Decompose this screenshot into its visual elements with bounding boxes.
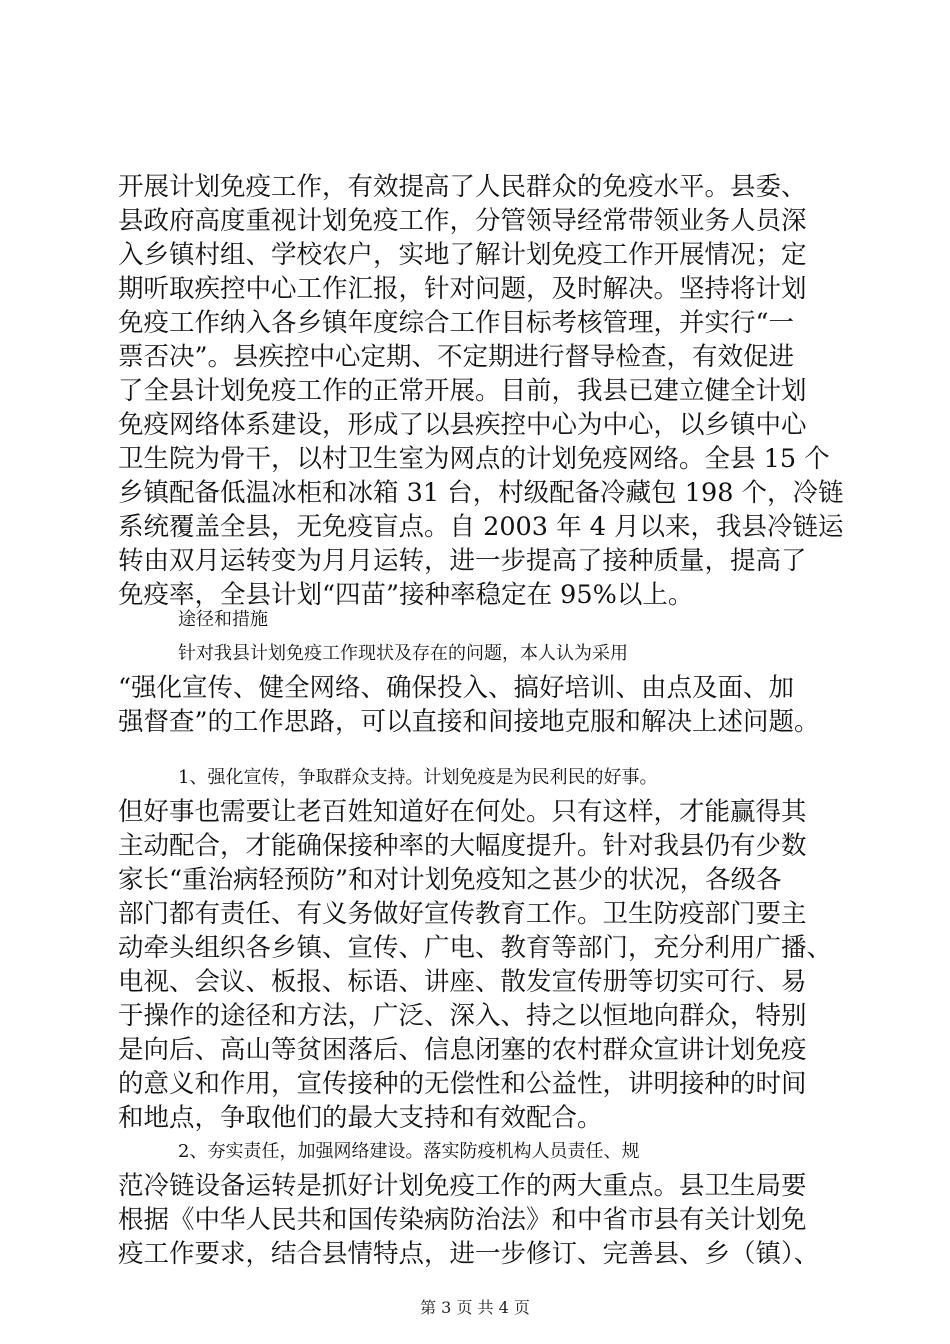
text-line: 但好事也需要让老百姓知道好在何处。只有这样，才能赢得其: [118, 797, 807, 827]
text-line: 免疫工作纳入各乡镇年度综合工作目标考核管理，并实行“一: [118, 308, 795, 338]
text-line: 入乡镇村组、学校农户，实地了解计划免疫工作开展情况；定: [118, 240, 807, 270]
text-line: 疫工作要求，结合县情特点，进一步修订、完善县、乡（镇）、: [118, 1239, 820, 1269]
text-line: 转由双月运转变为月月运转，进一步提高了接种质量，提高了: [118, 546, 807, 576]
text-line: 期听取疾控中心工作汇报，针对问题，及时解决。坚持将计划: [118, 274, 807, 304]
text-line: 范冷链设备运转是抓好计划免疫工作的两大重点。县卫生局要: [118, 1171, 807, 1201]
text-line: 动牵头组织各乡镇、宣传、广电、教育等部门，充分利用广播、: [118, 933, 833, 963]
text-line: 2、夯实责任，加强网络建设。落实防疫机构人员责任、规: [178, 1141, 640, 1162]
text-line: 电视、会议、板报、标语、讲座、散发宣传册等切实可行、易: [118, 967, 807, 997]
text-line: 乡镇配备低温冰柜和冰箱 31 台，村级配备冷藏包 198 个，冷链: [118, 478, 844, 508]
text-line: 家长“重治病轻预防”和对计划免疫知之甚少的状况，各级各: [118, 865, 782, 895]
section-heading: 途径和措施: [178, 609, 268, 630]
text-line: 是向后、高山等贫困落后、信息闭塞的农村群众宣讲计划免疫: [118, 1035, 807, 1065]
text-line: 卫生院为骨干，以村卫生室为网点的计划免疫网络。全县 15 个: [118, 444, 830, 474]
page-footer: 第 3 页 共 4 页: [420, 1298, 530, 1317]
text-line: 针对我县计划免疫工作现状及存在的问题，本人认为采用: [178, 643, 628, 664]
text-line: 开展计划免疫工作，有效提高了人民群众的免疫水平。县委、: [118, 172, 807, 202]
text-line: 于操作的途径和方法，广泛、深入、持之以恒地向群众，特别: [118, 1001, 807, 1031]
text-line: 了全县计划免疫工作的正常开展。目前，我县已建立健全计划: [118, 376, 807, 406]
text-line: “强化宣传、健全网络、确保投入、搞好培训、由点及面、加: [118, 673, 795, 703]
text-line: 强督查”的工作思路，可以直接和间接地克服和解决上述问题。: [118, 707, 820, 737]
text-line: 和地点，争取他们的最大支持和有效配合。: [118, 1103, 603, 1133]
text-line: 主动配合，才能确保接种率的大幅度提升。针对我县仍有少数: [118, 831, 807, 861]
text-line: 票否决”。县疾控中心定期、不定期进行督导检查，有效促进: [118, 342, 795, 372]
text-line: 1、强化宣传，争取群众支持。计划免疫是为民利民的好事。: [178, 767, 658, 788]
text-line: 系统覆盖全县，无免疫盲点。自 2003 年 4 月以来，我县冷链运: [118, 512, 844, 542]
text-line: 免疫率，全县计划“四苗”接种率稳定在 95%以上。: [118, 580, 694, 610]
text-line: 的意义和作用，宣传接种的无偿性和公益性，讲明接种的时间: [118, 1069, 807, 1099]
text-line: 县政府高度重视计划免疫工作，分管领导经常带领业务人员深: [118, 206, 807, 236]
text-line: 部门都有责任、有义务做好宣传教育工作。卫生防疫部门要主: [118, 899, 807, 929]
text-line: 根据《中华人民共和国传染病防治法》和中省市县有关计划免: [118, 1205, 807, 1235]
text-line: 免疫网络体系建设，形成了以县疾控中心为中心，以乡镇中心: [118, 410, 807, 440]
